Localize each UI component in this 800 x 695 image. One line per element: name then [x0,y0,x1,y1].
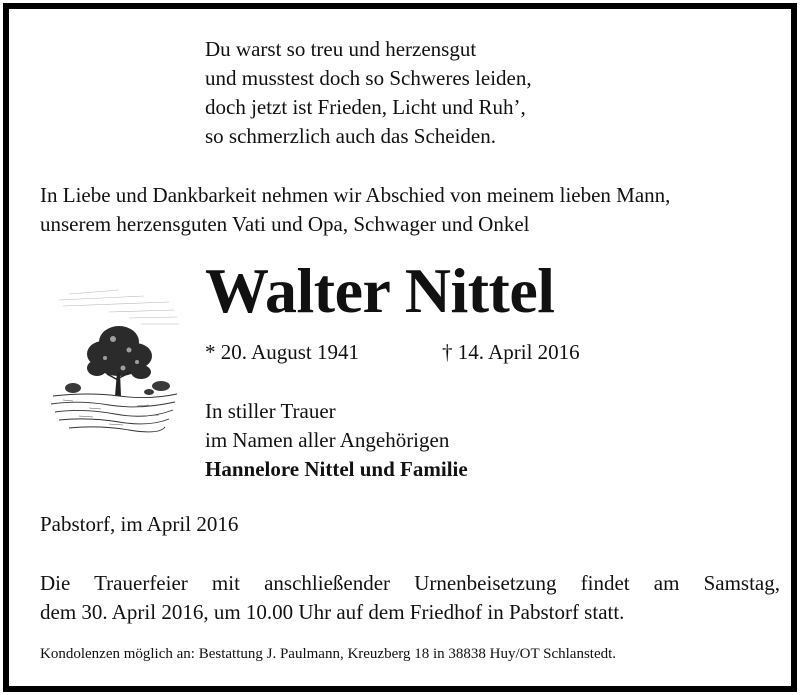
poem-line: Du warst so treu und herzensgut [205,37,477,61]
mourners-block [205,397,468,484]
poem-line: so schmerzlich auch das Scheiden. [205,124,496,148]
service-line: dem 30. April 2016, um 10.00 Uhr auf dem Friedhof in Pabstorf statt. [40,600,625,624]
condolence-info: Kondolenzen möglich an: Bestattung J. Paulmann, Kreuzberg 18 in 38838 Huy/OT Schlanstedt. [40,646,617,662]
intro-line: unserem herzensguten Vati und Opa, Schwager und Onkel [40,212,530,236]
death-date: † 14. April 2016 [442,340,580,364]
family-name: Hannelore Nittel und Familie [205,457,468,481]
poem-line: und musstest doch so Schweres leiden, [205,66,532,90]
poem-line: doch jetzt ist Frieden, Licht und Ruh’, [205,95,526,119]
deceased-name: Walter Nittel [205,255,555,326]
birth-date: * 20. August 1941 [205,340,360,364]
tree-sketch-icon [49,284,181,434]
mourners-line: im Namen aller Angehörigen [205,428,450,452]
obituary-notice [3,3,797,692]
mourners-line: In stiller Trauer [205,399,336,423]
intro-text [40,181,670,239]
intro-line: In Liebe und Dankbarkeit nehmen wir Abschied von meinem lieben Mann, [40,183,671,207]
poem [205,35,532,151]
service-line: Die Trauerfeier mit anschließender Urnenbeisetzung findet am Samstag, [40,571,780,595]
life-dates [205,338,580,366]
place-date: Pabstorf, im April 2016 [40,512,239,536]
service-info [40,569,780,627]
